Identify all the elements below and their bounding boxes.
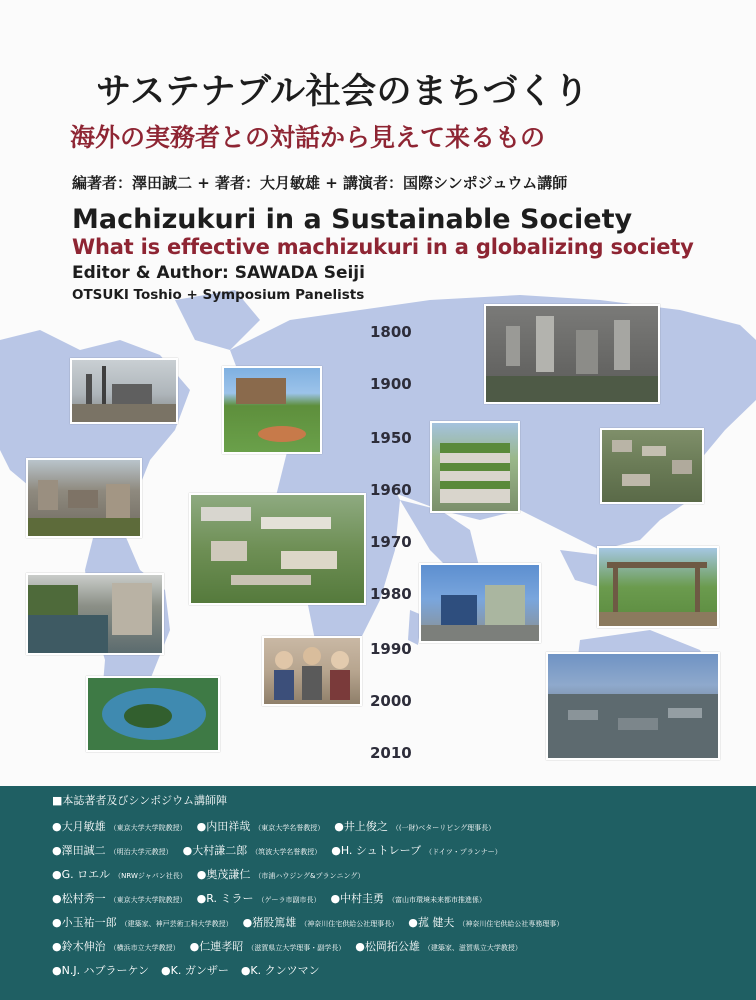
contributor-name: ●菰 健夫 [408, 916, 455, 929]
meeting-people-photo [262, 636, 362, 706]
contributor-affiliation: （建築家、滋賀県立大学教授） [423, 944, 522, 952]
timeline-year: 1990 [370, 640, 412, 658]
japanese-authors: 編著者：澤田誠二 + 著者：大月敏雄 + 講演者：国際シンポジュウム講師 [72, 174, 568, 192]
contributor-affiliation: （NRWジャパン社長） [114, 872, 187, 880]
contributor-name: ●松村秀一 [52, 892, 106, 905]
lake-island-photo [86, 676, 220, 752]
contributor-name: ●K. クンツマン [240, 964, 320, 977]
contributor-affiliation: （滋賀県立大学理事・副学長） [247, 944, 346, 952]
timeline-year: 1960 [370, 481, 412, 499]
japanese-title: サステナブル社会のまちづくり [96, 72, 590, 112]
riverside-photo [26, 573, 164, 655]
contributor-name: ●中村圭勇 [330, 892, 385, 905]
english-title: Machizukuri in a Sustainable Society [72, 204, 633, 235]
contributor-affiliation: （東京大学大学院教授） [109, 896, 187, 904]
english-subtitle: What is effective machizukuri in a globalizing society [72, 235, 694, 259]
timeline-year: 1970 [370, 533, 412, 551]
contributor-affiliation: （明治大学元教授） [109, 848, 173, 856]
tokyo-aerial-photo [484, 304, 660, 404]
contributor-name: ●H. シュトレーブ [331, 844, 422, 857]
contributors-row [52, 818, 505, 834]
contributor-affiliation: （市浦ハウジング&プランニング） [254, 872, 365, 880]
contributor-affiliation: （ドイツ・プランナー） [425, 848, 502, 856]
contributor-name: ●猪股篤雄 [242, 916, 297, 929]
city-aerial-photo [26, 458, 142, 538]
coastal-city-aerial-photo [546, 652, 720, 760]
timeline-year: 2000 [370, 692, 412, 710]
campus-aerial-photo [189, 493, 366, 605]
contributor-name: ●G. ロエル [52, 868, 111, 881]
contributor-name: ●奥茂謙仁 [196, 868, 251, 881]
contributors-row [52, 866, 375, 882]
english-panelists: OTSUKI Toshio + Symposium Panelists [72, 287, 365, 303]
contributor-affiliation: （建築家、神戸芸術工科大学教授） [120, 920, 233, 928]
contributors-row [52, 890, 496, 906]
timeline-year: 1800 [370, 323, 412, 341]
green-building-photo [430, 421, 520, 513]
contributor-affiliation: （富山市環境未来都市推進係） [388, 896, 487, 904]
contributor-affiliation: （(一財)ベターリビング理事長） [391, 824, 496, 832]
contributor-name: ●大村謙二郎 [182, 844, 248, 857]
english-editor: Editor & Author: SAWADA Seiji [72, 263, 365, 283]
contributor-affiliation: （横浜市立大学教授） [109, 944, 180, 952]
japanese-subtitle: 海外の実務者との対話から見えて来るもの [70, 123, 546, 152]
contributors-heading: ■本誌著者及びシンポジウム講師陣 [52, 794, 228, 807]
contributor-affiliation: （神奈川住宅供給公社専務理事） [458, 920, 564, 928]
contributor-affiliation: （東京大学大学院教授） [109, 824, 187, 832]
contributor-name: ●小玉祐一郎 [52, 916, 117, 929]
contributor-affiliation: （ゲーラ市副市長） [257, 896, 321, 904]
contributor-name: ●松岡拓公雄 [355, 940, 420, 953]
contributors-row [52, 938, 532, 954]
contributor-affiliation: （東京大学名誉教授） [254, 824, 325, 832]
contributor-name: ●井上俊之 [334, 820, 388, 833]
contributor-name: ●鈴木伸治 [52, 940, 106, 953]
contributor-name: ●澤田誠二 [52, 844, 106, 857]
green-residential-photo [600, 428, 704, 504]
contributor-affiliation: （筑波大学名誉教授） [251, 848, 322, 856]
contributors-row [52, 914, 573, 930]
contributor-name: ●K. ガンザー [161, 964, 229, 977]
contributors-row [52, 842, 512, 858]
contributor-name: ●大月敏雄 [52, 820, 106, 833]
pergola-garden-photo [597, 546, 719, 628]
timeline-year: 2010 [370, 744, 412, 762]
timeline-year: 1980 [370, 585, 412, 603]
contributor-name: ●N.J. ハブラーケン [52, 964, 150, 977]
contributor-name: ●内田祥哉 [196, 820, 251, 833]
contributors-row [52, 962, 324, 978]
park-landscape-photo [222, 366, 322, 454]
timeline-year: 1950 [370, 429, 412, 447]
tram-street-photo [419, 563, 541, 643]
contributor-affiliation: （神奈川住宅供給公社理事長） [300, 920, 399, 928]
contributor-name: ●R. ミラー [196, 892, 254, 905]
contributor-name: ●仁連孝昭 [189, 940, 244, 953]
industrial-site-photo [70, 358, 178, 424]
timeline-year: 1900 [370, 375, 412, 393]
